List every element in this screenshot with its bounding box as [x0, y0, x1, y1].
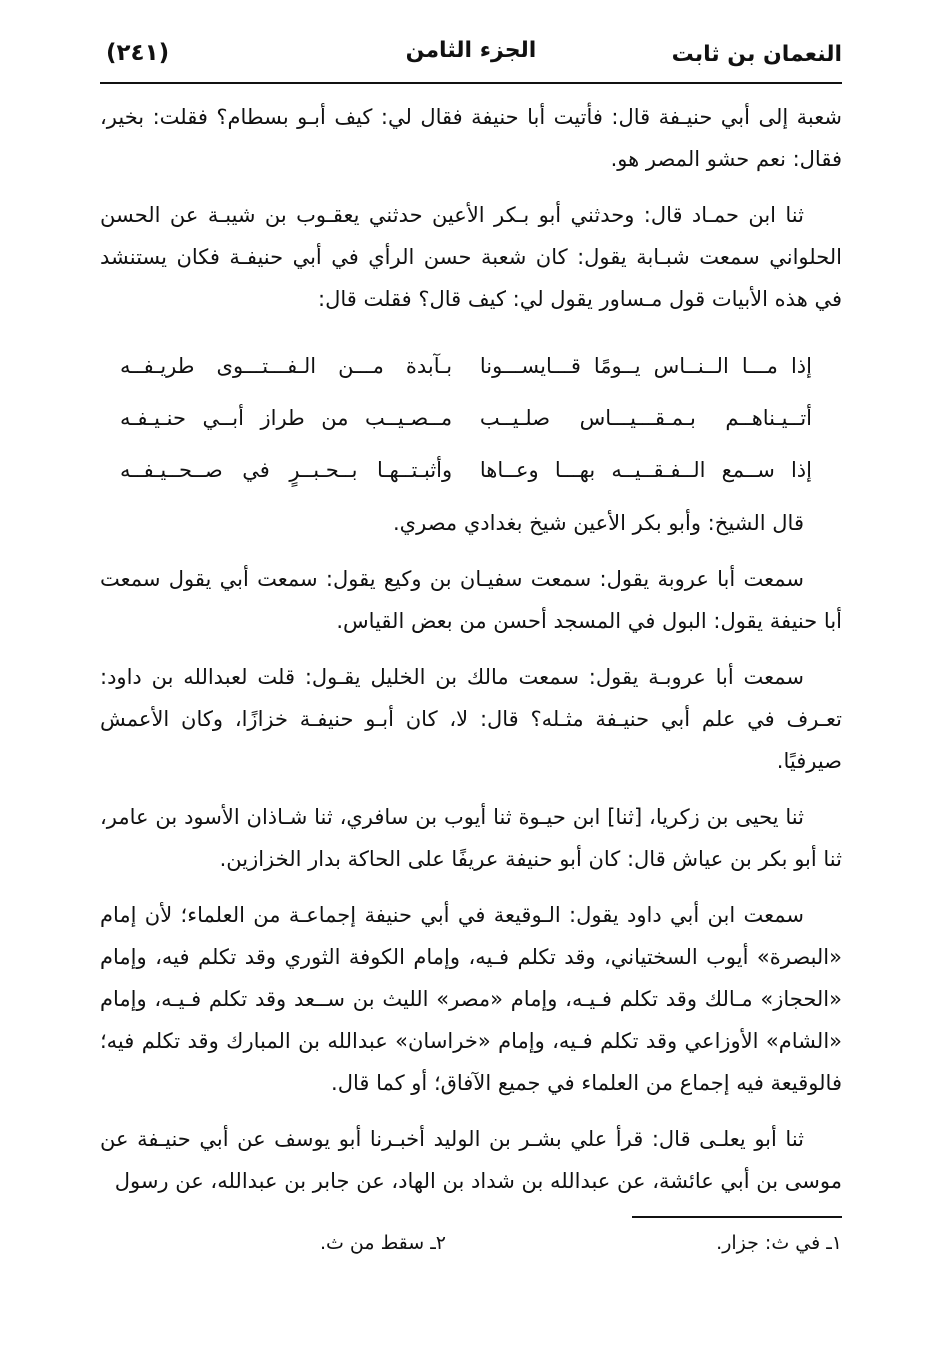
paragraph: ثنا يحيى بن زكريا، [ثنا] ابن حيـوة ثنا أيوب بن سافري، ثنا شـاذان الأسود بن عامر، ثنا أبو بكر بن عياش قال: كان أبو حنيفة عريفًا على الحاكة بدار الخزازين. — [100, 805, 842, 871]
verse-second-hemistich: مــصـيــب من طراز أبــي حنـيـفـه — [120, 406, 453, 430]
footnote-divider — [632, 1216, 842, 1218]
footnote-1: ١ـ في ث: جزار. — [716, 1232, 842, 1254]
paragraph: سمعت ابن أبي داود يقول: الـوقيعة في أبي حنيفة إجماعـة من العلماء؛ لأن إمام «البصرة» أيوب السختياني، وقد تكلم فـيه، وإمام الكوفة الثوري وقد تكلم فيه، وإمام «الحجاز» مـالك وقد تكلم فـيـه، وإمام «مصر» الليث بن ســعد وقد تكلم فـيـه، وإمام «الشام» الأوزاعي وقد تكلم فـيه، وإمام «خراسان» عبدالله بن المبارك وقد تكلم فيه؛ فالوقيعة فيه إجماع من العلماء في جميع الآفاق؛ أو كما قال. — [100, 903, 842, 1095]
main-text — [100, 96, 842, 1216]
paragraph: قال الشيخ: وأبو بكر الأعين شيخ بغدادي مصري. — [393, 511, 804, 535]
volume-label: الجزء الثامن — [405, 38, 537, 63]
paragraph: ثنا أبو يعلـى قال: قرأ علي بشـر بن الوليد أخبـرنا أبو يوسف عن أبي حنيـفة عن موسى بن أبي عائشة، عن عبدالله بن شداد بن الهاد، عن جابر بن عبدالله، عن رسول — [100, 1127, 842, 1193]
paragraph: شعبة إلى أبي حنيـفة قال: فأتيت أبا حنيفة فقال لي: كيف أبـو بسطام؟ فقلت: بخير، فقال: نعم حشو المصر هو. — [100, 105, 842, 171]
paragraph: سمعت أبا عروبة يقول: سمعت سفيـان بن وكيع يقول: سمعت أبي يقول سمعت أبا حنيفة يقول: البول في المسجد أحسن من بعض القياس. — [100, 567, 842, 633]
book-title: النعمان بن ثابت — [671, 42, 842, 67]
poem-verse — [100, 444, 842, 496]
poem-verse — [100, 340, 842, 392]
page-number: (٢٤١) — [106, 40, 170, 66]
verse-second-hemistich: بـآبدة مـــن الـفـــتـــوى طريـفــه — [120, 354, 453, 378]
verse-second-hemistich: وأثبـتــهـا بــحـبــرٍ في صــحــيـفــه — [120, 458, 453, 482]
footnote-2: ٢ـ سقط من ث. — [319, 1232, 446, 1254]
verse-first-hemistich: إذا مـــا الــنــاس يــومًا قـــايســـونا — [479, 354, 812, 378]
paragraph: سمعت أبا عروبـة يقول: سمعت مالك بن الخليل يقـول: قلت لعبدالله بن داود: تعـرف في علم أبي حنيـفة مثـله؟ قال: لا، كان أبـو حنيفـة خزازًا، وكان الأعمش صيرفيًا. — [100, 665, 842, 773]
poem-verse — [100, 392, 842, 444]
running-header — [100, 34, 842, 78]
verse-first-hemistich: أتــيـناهــم بـمـقـــيـــاس صلـيــب — [479, 406, 812, 430]
paragraph: ثنا ابن حمـاد قال: وحدثني أبو بـكر الأعين حدثني يعقـوب بن شيبـة عن الحسن الحلواني سمعت شبـابة يقول: كان شعبة حسن الرأي في أبي حنيفـة فكان يستنشد في هذه الأبيات قول مـساور يقول لي: كيف قال؟ فقلت قال: — [100, 203, 842, 311]
header-divider — [100, 82, 842, 84]
verse-first-hemistich: إذا ســمع الــفـقــيــه بهـــا وعــاها — [479, 458, 812, 482]
poem — [100, 340, 842, 496]
